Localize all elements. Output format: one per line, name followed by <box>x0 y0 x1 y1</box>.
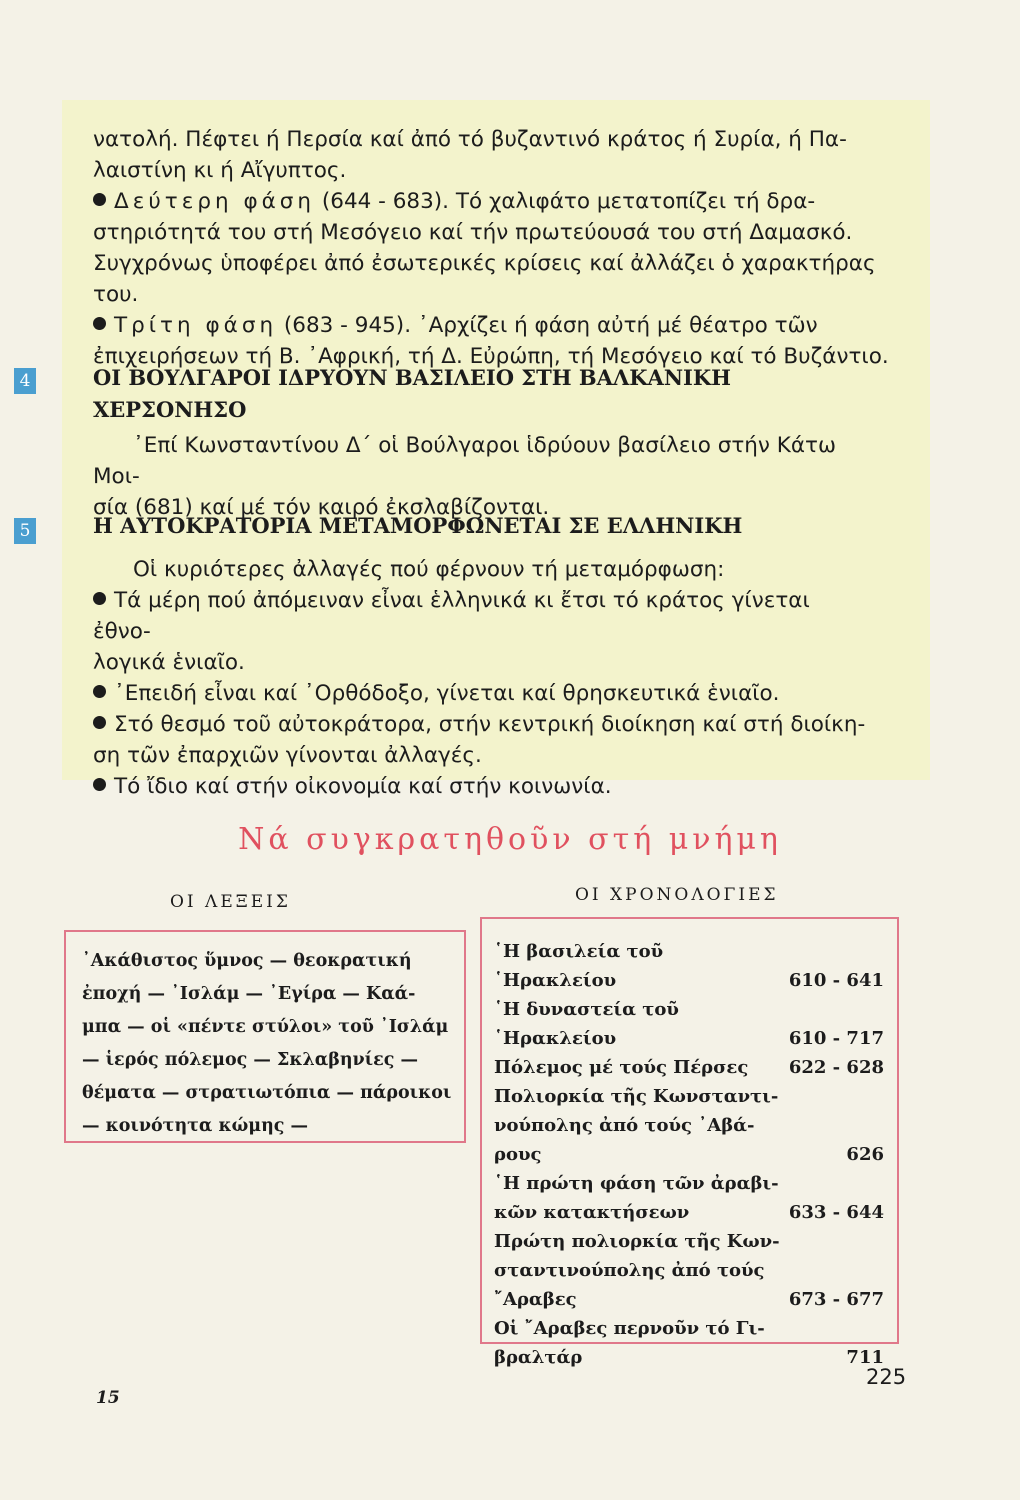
section-4-line: σία (681) καί μέ τόν καιρό ἐκσλαβίζονται. <box>93 495 550 520</box>
section-5-heading: Η ΑΥΤΟΚΡΑΤΟΡΙΑ ΜΕΤΑΜΟΡΦΩΝΕΤΑΙ ΣΕ ΕΛΛΗΝΙΚΗ <box>93 513 743 538</box>
remember-title: Νά συγκρατηθοῦν στή μνήμη <box>238 822 782 857</box>
words-column-title: ΟΙ ΛΕΞΕΙΣ <box>170 892 291 912</box>
date-year: 626 <box>846 1144 884 1165</box>
phase-three <box>93 310 893 341</box>
intro-text <box>93 124 893 372</box>
bullet-icon <box>93 685 106 698</box>
bullet-icon <box>93 778 106 791</box>
date-entry <box>494 1227 890 1314</box>
bullet-icon <box>93 716 106 729</box>
date-entry <box>494 995 890 1053</box>
phase-three-text: (683 - 945). ᾿Αρχίζει ή φάση αὐτή μέ θέατρο τῶν <box>277 313 818 338</box>
date-year: 711 <box>846 1347 884 1368</box>
section-number-marker: 5 <box>14 518 36 544</box>
phase-three-label: Τρίτη φάση <box>114 313 278 338</box>
section-5-bullet: Στό θεσμό τοῦ αὐτοκράτορα, στήν κεντρική διοίκηση καί στή διοίκη- <box>93 709 873 740</box>
words-line: — κοινότητα κώμης — <box>82 1116 309 1136</box>
intro-line: νατολή. Πέφτει ή Περσία καί ἀπό τό βυζαντινό κράτος ή Συρία, ή Πα- <box>93 127 847 152</box>
section-5-line: ση τῶν ἐπαρχιῶν γίνονται ἀλλαγές. <box>93 743 482 768</box>
words-line: ᾿Ακάθιστος ὕμνος — θεοκρατική <box>82 951 412 971</box>
dates-column-title: ΟΙ ΧΡΟΝΟΛΟΓΙΕΣ <box>575 885 779 905</box>
bullet-icon <box>93 317 106 330</box>
date-event: ῾Η βασιλεία τοῦ ῾Ηρακλείου <box>494 941 664 991</box>
date-entry <box>494 1082 890 1169</box>
intro-line: λαιστίνη κι ή Αἴγυπτος. <box>93 158 347 183</box>
words-line: θέματα — στρατιωτόπια — πάροικοι <box>82 1083 452 1103</box>
date-event: Πολιορκία τῆς Κωνσταντι- νούπολης ἀπό τούς ᾿Αβά- ρους <box>494 1086 779 1165</box>
date-entry <box>494 1053 890 1082</box>
phase-two-text: (644 - 683). Τό χαλιφάτο μετατοπίζει τή δρα- <box>315 189 816 214</box>
date-event: ῾Η δυναστεία τοῦ ῾Ηρακλείου <box>494 999 679 1049</box>
date-year: 622 - 628 <box>788 1057 884 1078</box>
phase-two <box>93 186 893 217</box>
words-line: ἐποχή — ᾿Ισλάμ — ᾿Εγίρα — Καά- <box>82 984 416 1004</box>
bullet-icon <box>93 193 106 206</box>
intro-line: στηριότητά του στή Μεσόγειο καί τήν πρωτεύουσά του στή Δαμασκό. <box>93 220 853 245</box>
intro-line: ἐπιχειρήσεων τή Β. ᾿Αφρική, τή Δ. Εὐρώπη, τή Μεσόγειο καί τό Βυζάντιο. <box>93 344 889 369</box>
date-year: 673 - 677 <box>788 1289 884 1310</box>
date-entry <box>494 1169 890 1227</box>
section-5-bullet: Τό ἴδιο καί στήν οἰκονομία καί στήν κοινωνία. <box>93 771 873 802</box>
date-year: 610 - 641 <box>788 970 884 991</box>
words-line: — ἱερός πόλεμος — Σκλαβηνίες — <box>82 1050 419 1070</box>
intro-line: Συγχρόνως ὑποφέρει ἀπό ἐσωτερικές κρίσεις καί ἀλλάζει ὁ χαρακτήρας του. <box>93 251 876 307</box>
section-4-title-line: ΧΕΡΣΟΝΗΣΟ <box>93 397 247 422</box>
section-5-bullet: ᾿Επειδή εἶναι καί ᾿Ορθόδοξο, γίνεται καί θρησκευτικά ἑνιαῖο. <box>93 678 873 709</box>
section-5-bullet: Τά μέρη πού ἀπόμειναν εἶναι ἑλληνικά κι ἔτσι τό κράτος γίνεται ἐθνο- <box>93 588 810 644</box>
section-5-intro: Οἱ κυριότερες ἀλλαγές πού φέρνουν τή μεταμόρφωση: <box>133 557 725 582</box>
page-number: 225 <box>866 1365 907 1389</box>
date-year: 633 - 644 <box>788 1202 884 1223</box>
words-list <box>82 945 452 1143</box>
section-number-marker: 4 <box>14 368 36 394</box>
words-line: μπα — οἱ «πέντε στύλοι» τοῦ ᾿Ισλάμ <box>82 1017 449 1037</box>
section-4-title-line: ΟΙ ΒΟΥΛΓΑΡΟΙ ΙΔΡΥΟΥΝ ΒΑΣΙΛΕΙΟ ΣΤΗ ΒΑΛΚΑΝΙΚΗ <box>93 365 731 390</box>
date-event: Οἱ ῎Αραβες περνοῦν τό Γι- βραλτάρ <box>494 1318 765 1368</box>
date-event: Πρώτη πολιορκία τῆς Κων- σταντινούπολης ἀπό τούς ῎Αραβες <box>494 1231 780 1310</box>
bullet-icon <box>93 592 106 605</box>
date-entry <box>494 937 890 995</box>
dates-list <box>494 937 890 1372</box>
section-5-line: λογικά ἑνιαῖο. <box>93 650 245 675</box>
date-year: 610 - 717 <box>788 1028 884 1049</box>
date-entry <box>494 1314 890 1372</box>
section-4-line: ᾿Επί Κωνσταντίνου Δ΄ οἱ Βούλγαροι ἱδρύουν βασίλειο στήν Κάτω Μοι- <box>93 433 836 489</box>
date-event: ῾Η πρώτη φάση τῶν ἀραβι- κῶν κατακτήσεων <box>494 1173 779 1223</box>
phase-two-label: Δεύτερη φάση <box>114 189 316 214</box>
section-4-heading <box>93 362 731 426</box>
section-5-text <box>93 554 873 802</box>
signature-mark: 15 <box>96 1388 120 1408</box>
date-event: Πόλεμος μέ τούς Πέρσες <box>494 1057 749 1078</box>
